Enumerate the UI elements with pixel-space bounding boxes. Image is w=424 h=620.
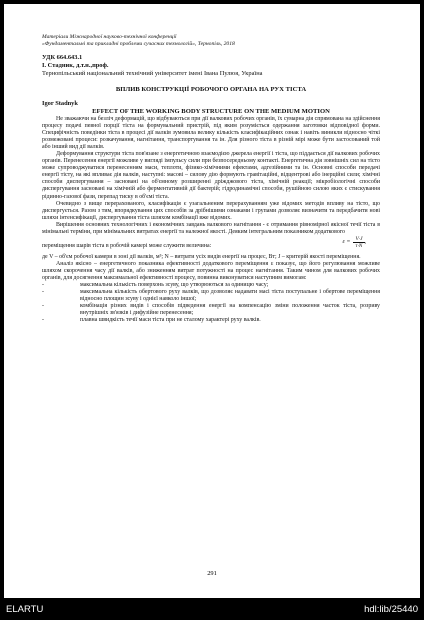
list-item-text: максимальна кількість обертового руху валків, що дозволяє надавати масі тіста поступальне і обертове переміщення відносно площин зсуву і однієї навколо іншої; (80, 289, 380, 303)
formula-end: , (364, 239, 366, 246)
list-item-text: максимальна кількість поверхонь зсуву, що утворюються за одиницю часу; (80, 281, 269, 288)
list-dash: - (42, 281, 44, 288)
list-item-text: комбінація різних видів і способів підведення енергії на компенсацію зміни положення часток тіста, розриву внутрішніх зв'язків і дифузійне перенесення; (80, 303, 380, 317)
list-dash: - (42, 317, 44, 324)
list-dash: - (42, 303, 44, 310)
list-item (42, 317, 380, 324)
title-english: EFFECT OF THE WORKING BODY STRUCTURE ON THE MEDIUM MOTION (92, 108, 330, 115)
list-item (42, 289, 380, 303)
paragraph-4: Вирішення основних технологічних і економічних завдань валкового нагнітання - є отримання рівномірної якісної течії тіста в мінімальні терміни, при мінімальних витратах енергії та належної якості. Деяким інтегральним показником додаткового (42, 221, 380, 235)
footer-handle: hdl:lib/25440 (364, 604, 418, 615)
document-page (4, 4, 420, 598)
title-ukrainian: ВПЛИВ КОНСТРУКЦІЇ РОБОЧОГО ОРГАНА НА РУХ ТІСТА (115, 86, 307, 93)
author-name-english: Igor Stadnyk (42, 100, 78, 107)
list-dash: - (42, 289, 44, 296)
page-number: 291 (207, 570, 217, 577)
formula-fraction (353, 236, 364, 250)
requirements-list (42, 282, 380, 324)
footer-repository-name: ELARTU (6, 604, 44, 615)
paragraph-variables: де V – об'єм робочої камери в зоні дії валків, м³; N – витрати усіх видів енергії на процес, Вт; J – критерій якості переміщення. (42, 253, 361, 260)
efficiency-formula (343, 236, 366, 250)
formula-lead-text: переміщення шарів тіста в робочій камері може служити величина: (42, 242, 212, 249)
affiliation: Тернопільський національний технічний університет імені Івана Пулюя, Україна (42, 70, 263, 77)
list-item-text: плавна швидкість течії маси тіста при не сталому характері руху валків. (80, 317, 261, 324)
list-item (42, 303, 380, 317)
udk-code: УДК 664.643.1 (42, 54, 83, 61)
formula-lhs: ε = (342, 239, 351, 246)
formula-numerator: V·J (355, 235, 363, 242)
paragraph-3: Очевидно з вище перерахованого, класифікація є узагальненим перерахуванням уже відомих методів впливу на тісто, що диспергується. Разом з тим, впорядкування цих способів за дрібнішими ознаками і групами дозволяє визначити та передбачити нові шляхи інтенсифікації, диспергування тіста шляхом комбінації вже відомих. (42, 200, 380, 221)
formula-row (42, 236, 380, 254)
paragraph-analysis: Аналіз якісно – енергетичного показника ефективності додаткового переміщення ε показує, що його регулювання можливе шляхом скорочення часу дії валків, або зниженням витрат потужності на процес нагнітання. Таким чином для валкових робочих органів, для досягнення максимальної ефективності процесу, повинна виконуватися наступним вимогам: (42, 260, 380, 281)
article-content (42, 34, 380, 324)
paragraph-1: Не зважаючи на безліч деформацій, що відбуваються при дії валкових робочих органів, їх сумарна дія спрямована на здійснення процесу подачі певної порції тіста на формувальний пристрій, під яким розуміється одержання заготовки відповідної форми. Специфічність поведінки тіста в процесі дії валків зумовила велику кількість класифікаційних ознак і навіть виникли відносно чіткі розмежовані процеси: розкачування, нагнітання, транспортування та ін. Для різного тіста в різній мірі може бути застосований той або інший вид дії валків. (42, 116, 380, 151)
conference-header-line1: Матеріали Міжнародної науково-технічної конференції (42, 34, 177, 40)
formula-denominator: τ·N (355, 243, 363, 250)
conference-header-line2: «Фундаментальні та прикладні проблеми сучасних технологій», Тернопіль, 2018 (42, 41, 235, 47)
paragraph-2: Деформування структури тіста пов'язане з енергетичною взаємодією джерела енергії і тіста, що піддається дії валкових робочих органів. Перенесення енергії можливе у вигляді імпульсу сили при безпосередньому контакті. Енергетична дія зовнішніх сил на тісто може супроводжуватися перенесенням маси, теплоти, фізико-хімічними ефектами, адгезійними та ін. Основні способи передачі енергії тісту, на які впливає дія валків, наступні: масові – силову дію формують гравітаційні, відцентрові або інерційні сили; хімічні способи диспергування – засновані на об'ємному розширенні дріжджового тіста, хімічній реакції; мікробіологічні способи диспергування засновані на хімічній або ферментативній дії бактерій; гідродинамічні способи, рушійною силою яких є стискування рідинно-газової фази, перепад тиску в об'ємі тіста. (42, 151, 380, 200)
author-name: І. Стадник, д.т.н.,проф. (42, 62, 109, 69)
list-item (42, 282, 380, 289)
